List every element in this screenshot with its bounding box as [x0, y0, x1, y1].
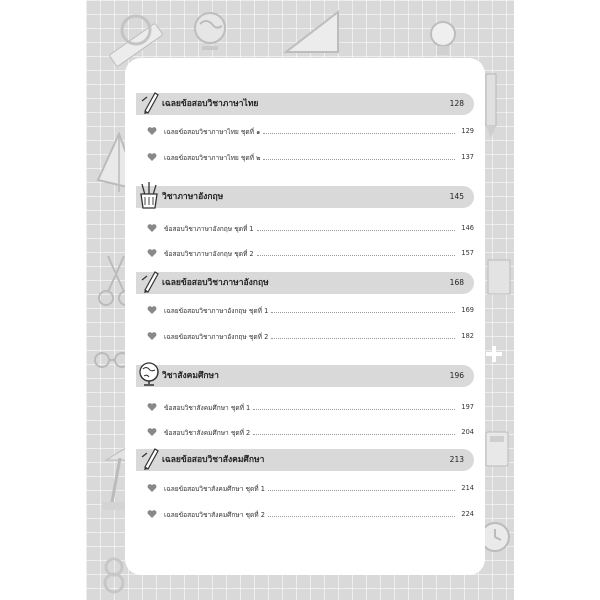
dot-leader [253, 404, 455, 410]
dot-leader [263, 154, 455, 160]
pencil-cup-icon [136, 180, 162, 210]
toc-entry-page: 197 [461, 403, 474, 411]
toc-entry[interactable] [147, 401, 474, 413]
toc-entry[interactable] [147, 330, 474, 342]
toc-entry-page: 182 [461, 332, 474, 340]
section-title: วิชาภาษาอังกฤษ [162, 192, 224, 202]
section-header-english[interactable] [136, 186, 474, 208]
toc-entry[interactable] [147, 125, 474, 137]
toc-entry-label: เฉลยข้อสอบวิชาภาษาอังกฤษ ชุดที่ 1 [164, 306, 269, 315]
toc-entry-page: 204 [461, 428, 474, 436]
toc-entry-label: ข้อสอบวิชาภาษาอังกฤษ ชุดที่ 2 [164, 249, 254, 258]
books-doodle-icon [484, 250, 514, 300]
section-page-number: 145 [449, 192, 464, 201]
calculator-doodle-icon [484, 430, 510, 470]
toc-entry-label: ข้อสอบวิชาสังคมศึกษา ชุดที่ 2 [164, 428, 251, 437]
toc-entry-page: 157 [461, 249, 474, 257]
pen-icon [136, 443, 162, 473]
dot-leader [271, 307, 455, 313]
toc-entry[interactable] [147, 151, 474, 163]
dot-leader [263, 128, 455, 134]
plus-doodle-icon [484, 344, 504, 364]
section-title: เฉลยข้อสอบวิชาสังคมศึกษา [162, 455, 265, 465]
heart-bullet-icon [147, 248, 157, 258]
toc-entry-page: 214 [461, 484, 474, 492]
section-header-thai-answers[interactable] [136, 93, 474, 115]
toc-entry[interactable] [147, 426, 474, 438]
toc-entry-label: เฉลยข้อสอบวิชาสังคมศึกษา ชุดที่ 2 [164, 510, 265, 519]
heart-bullet-icon [147, 509, 157, 519]
globe-doodle-icon [190, 10, 230, 54]
section-header-english-answers[interactable] [136, 272, 474, 294]
pen-icon [136, 87, 162, 117]
section-header-social-studies[interactable] [136, 365, 474, 387]
toc-entry[interactable] [147, 482, 474, 494]
heart-bullet-icon [147, 427, 157, 437]
dot-leader [253, 429, 455, 435]
dot-leader [268, 485, 455, 491]
heart-bullet-icon [147, 152, 157, 162]
section-page-number: 213 [449, 455, 464, 464]
toc-entry-page: 146 [461, 224, 474, 232]
toc-entry[interactable] [147, 508, 474, 520]
toc-entry-label: ข้อสอบวิชาภาษาอังกฤษ ชุดที่ 1 [164, 224, 254, 233]
section-page-number: 168 [449, 278, 464, 287]
section-title: วิชาสังคมศึกษา [162, 371, 219, 381]
section-header-social-studies-answers[interactable] [136, 449, 474, 471]
globe-icon [136, 359, 162, 389]
lightbulb-doodle-icon [426, 18, 460, 62]
dot-leader [257, 250, 455, 256]
dot-leader [268, 511, 455, 517]
toc-entry-label: เฉลยข้อสอบวิชาภาษาอังกฤษ ชุดที่ 2 [164, 332, 269, 341]
toc-entry[interactable] [147, 222, 474, 234]
toc-entry[interactable] [147, 304, 474, 316]
toc-entry-label: เฉลยข้อสอบวิชาภาษาไทย ชุดที่ ๒ [164, 153, 261, 162]
toc-entry-page: 224 [461, 510, 474, 518]
toc-entry-label: ข้อสอบวิชาสังคมศึกษา ชุดที่ 1 [164, 403, 251, 412]
heart-bullet-icon [147, 126, 157, 136]
section-title: เฉลยข้อสอบวิชาภาษาอังกฤษ [162, 278, 269, 288]
number-eight-doodle-icon [102, 555, 126, 595]
table-of-contents-card [125, 58, 485, 575]
toc-entry-page: 137 [461, 153, 474, 161]
heart-bullet-icon [147, 331, 157, 341]
section-page-number: 196 [449, 371, 464, 380]
toc-entry-label: เฉลยข้อสอบวิชาภาษาไทย ชุดที่ ๑ [164, 127, 261, 136]
dot-leader [271, 333, 455, 339]
dot-leader [257, 225, 455, 231]
section-page-number: 128 [449, 99, 464, 108]
section-title: เฉลยข้อสอบวิชาภาษาไทย [162, 99, 259, 109]
heart-bullet-icon [147, 483, 157, 493]
heart-bullet-icon [147, 402, 157, 412]
set-square-doodle-icon [282, 6, 342, 58]
heart-bullet-icon [147, 305, 157, 315]
toc-entry-label: เฉลยข้อสอบวิชาสังคมศึกษา ชุดที่ 1 [164, 484, 265, 493]
heart-bullet-icon [147, 223, 157, 233]
toc-entry-page: 129 [461, 127, 474, 135]
pen-icon [136, 266, 162, 296]
toc-entry[interactable] [147, 247, 474, 259]
toc-entry-page: 169 [461, 306, 474, 314]
